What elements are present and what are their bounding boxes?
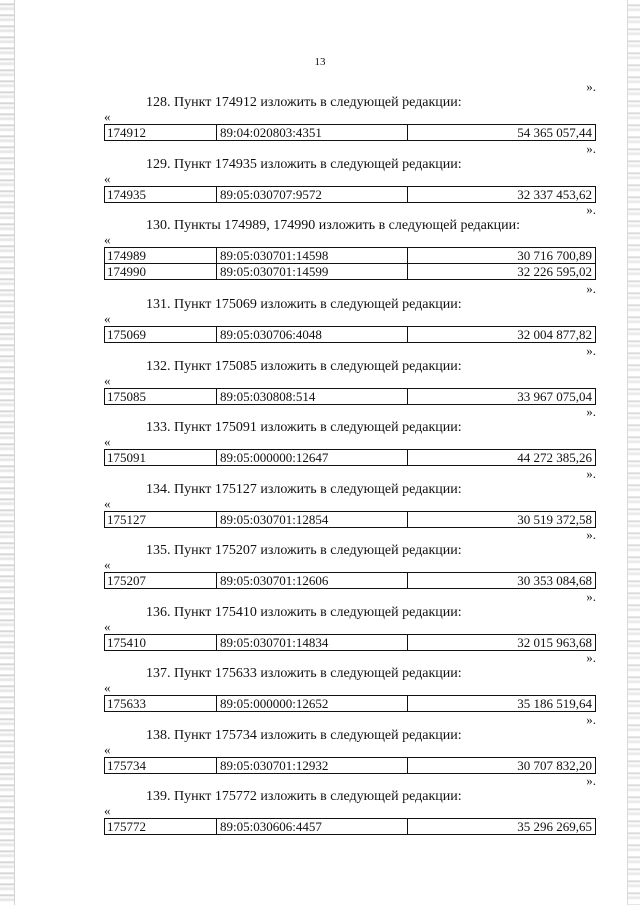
cadastral-value-cell: 32 337 453,62 (517, 186, 592, 202)
amendment-table (104, 186, 596, 203)
amendment-list (104, 80, 596, 836)
amendment-heading: 131. Пункт 175069 изложить в следующей редакции: (146, 297, 462, 312)
closing-quote: ». (586, 527, 596, 542)
cadastral-number-cell: 89:05:030707:9572 (217, 187, 408, 202)
closing-quote: ». (586, 342, 596, 358)
amendment-table (104, 247, 596, 280)
amendment-table (104, 449, 596, 466)
item-number-cell: 175069 (105, 327, 217, 342)
cadastral-value-cell: 32 226 595,02 (517, 264, 592, 279)
closing-quote: ». (586, 202, 596, 217)
cadastral-number-cell: 89:04:020803:4351 (217, 125, 408, 140)
amendment-table (104, 818, 596, 835)
amendment-heading: 133. Пункт 175091 изложить в следующей редакции: (146, 420, 462, 435)
opening-quote: « (104, 109, 111, 124)
opening-quote: « (104, 680, 111, 695)
amendment-table (104, 634, 596, 651)
amendment-heading: 138. Пункт 175734 изложить в следующей редакции: (146, 727, 462, 743)
opening-quote: « (104, 170, 111, 186)
cadastral-number-cell: 89:05:030606:4457 (217, 819, 408, 834)
closing-quote: ». (586, 404, 596, 419)
amendment-heading: 135. Пункт 175207 изложить в следующей редакции: (146, 543, 462, 558)
amendment-table (104, 326, 596, 343)
cadastral-number-cell: 89:05:000000:12647 (217, 450, 408, 465)
closing-quote: ». (586, 588, 596, 604)
cadastral-value-cell: 30 353 084,68 (517, 573, 592, 588)
amendment-heading: 130. Пункты 174989, 174990 изложить в следующей редакции: (146, 218, 521, 233)
amendment-entry (104, 405, 596, 467)
table-row (104, 819, 596, 835)
table-row (104, 573, 596, 589)
amendment-entry (104, 528, 596, 590)
amendment-entry (104, 203, 596, 282)
opening-quote: « (104, 311, 111, 326)
opening-quote: « (104, 618, 111, 634)
amendment-table (104, 511, 596, 528)
amendment-entry (104, 713, 596, 775)
cadastral-value-cell: 32 015 963,68 (517, 634, 592, 650)
scan-edge-right (627, 0, 640, 905)
item-number-cell: 174935 (105, 187, 217, 202)
table-row (104, 389, 596, 405)
item-number-cell: 175085 (105, 389, 217, 404)
cadastral-value-cell: 32 004 877,82 (517, 327, 592, 342)
amendment-entry (104, 651, 596, 713)
table-row (104, 187, 596, 203)
amendment-entry (104, 590, 596, 652)
table-row (104, 512, 596, 528)
amendment-table (104, 388, 596, 405)
page-number: 13 (314, 56, 326, 68)
closing-quote: ». (586, 711, 596, 727)
cadastral-value-cell: 30 519 372,58 (517, 511, 592, 527)
closing-quote: ». (586, 79, 596, 94)
cadastral-value-cell: 44 272 385,26 (517, 450, 592, 465)
amendment-heading: 132. Пункт 175085 изложить в следующей редакции: (146, 358, 462, 374)
table-row (104, 327, 596, 343)
item-number-cell: 175091 (105, 450, 217, 465)
amendment-entry (104, 774, 596, 836)
amendment-table (104, 572, 596, 589)
cadastral-number-cell: 89:05:030701:12932 (217, 758, 408, 773)
item-number-cell: 175633 (105, 696, 217, 711)
scan-edge-left (0, 0, 15, 905)
amendment-entry (104, 282, 596, 344)
opening-quote: « (104, 232, 111, 247)
closing-quote: ». (586, 140, 596, 156)
cadastral-number-cell: 89:05:030701:14598 (217, 248, 408, 263)
table-row (104, 758, 596, 774)
opening-quote: « (104, 434, 111, 449)
opening-quote: « (104, 741, 111, 757)
table-row (104, 635, 596, 651)
cadastral-number-cell: 89:05:030701:14599 (217, 264, 408, 279)
amendment-entry (104, 80, 596, 142)
cadastral-value-cell: 35 296 269,65 (517, 819, 592, 834)
cadastral-value-cell: 30 716 700,89 (517, 248, 592, 263)
closing-quote: ». (586, 650, 596, 665)
amendment-entry (104, 344, 596, 406)
cadastral-number-cell: 89:05:030706:4048 (217, 327, 408, 342)
item-number-cell: 175734 (105, 758, 217, 773)
amendment-heading: 136. Пункт 175410 изложить в следующей редакции: (146, 604, 462, 620)
amendment-heading: 128. Пункт 174912 изложить в следующей редакции: (146, 95, 462, 110)
amendment-entry (104, 467, 596, 529)
item-number-cell: 174912 (105, 125, 217, 140)
amendment-table (104, 124, 596, 141)
cadastral-value-cell: 35 186 519,64 (517, 696, 592, 711)
amendment-heading: 139. Пункт 175772 изложить в следующей редакции: (146, 789, 462, 804)
table-row (104, 696, 596, 712)
closing-quote: ». (586, 465, 596, 481)
cadastral-number-cell: 89:05:030808:514 (217, 389, 408, 404)
cadastral-number-cell: 89:05:000000:12652 (217, 696, 408, 711)
cadastral-value-cell: 30 707 832,20 (517, 757, 592, 773)
amendment-heading: 134. Пункт 175127 изложить в следующей редакции: (146, 481, 462, 497)
amendment-entry (104, 142, 596, 204)
item-number-cell: 175410 (105, 635, 217, 650)
cadastral-number-cell: 89:05:030701:12606 (217, 573, 408, 588)
cadastral-number-cell: 89:05:030701:14834 (217, 635, 408, 650)
closing-quote: ». (586, 773, 596, 788)
opening-quote: « (104, 372, 111, 388)
table-row (104, 125, 596, 141)
amendment-table (104, 695, 596, 712)
table-row (104, 450, 596, 466)
amendment-heading: 129. Пункт 174935 изложить в следующей редакции: (146, 156, 462, 172)
table-row (104, 248, 596, 264)
item-number-cell: 175127 (105, 512, 217, 527)
opening-quote: « (104, 557, 111, 572)
cadastral-value-cell: 54 365 057,44 (517, 125, 592, 140)
amendment-table (104, 757, 596, 774)
cadastral-value-cell: 33 967 075,04 (517, 388, 592, 404)
item-number-cell: 174989 (105, 248, 217, 263)
item-number-cell: 175207 (105, 573, 217, 588)
item-number-cell: 175772 (105, 819, 217, 834)
opening-quote: « (104, 803, 111, 818)
table-row (104, 264, 596, 280)
item-number-cell: 174990 (105, 264, 217, 279)
cadastral-number-cell: 89:05:030701:12854 (217, 512, 408, 527)
amendment-heading: 137. Пункт 175633 изложить в следующей редакции: (146, 666, 462, 681)
closing-quote: ». (586, 281, 596, 296)
opening-quote: « (104, 495, 111, 511)
